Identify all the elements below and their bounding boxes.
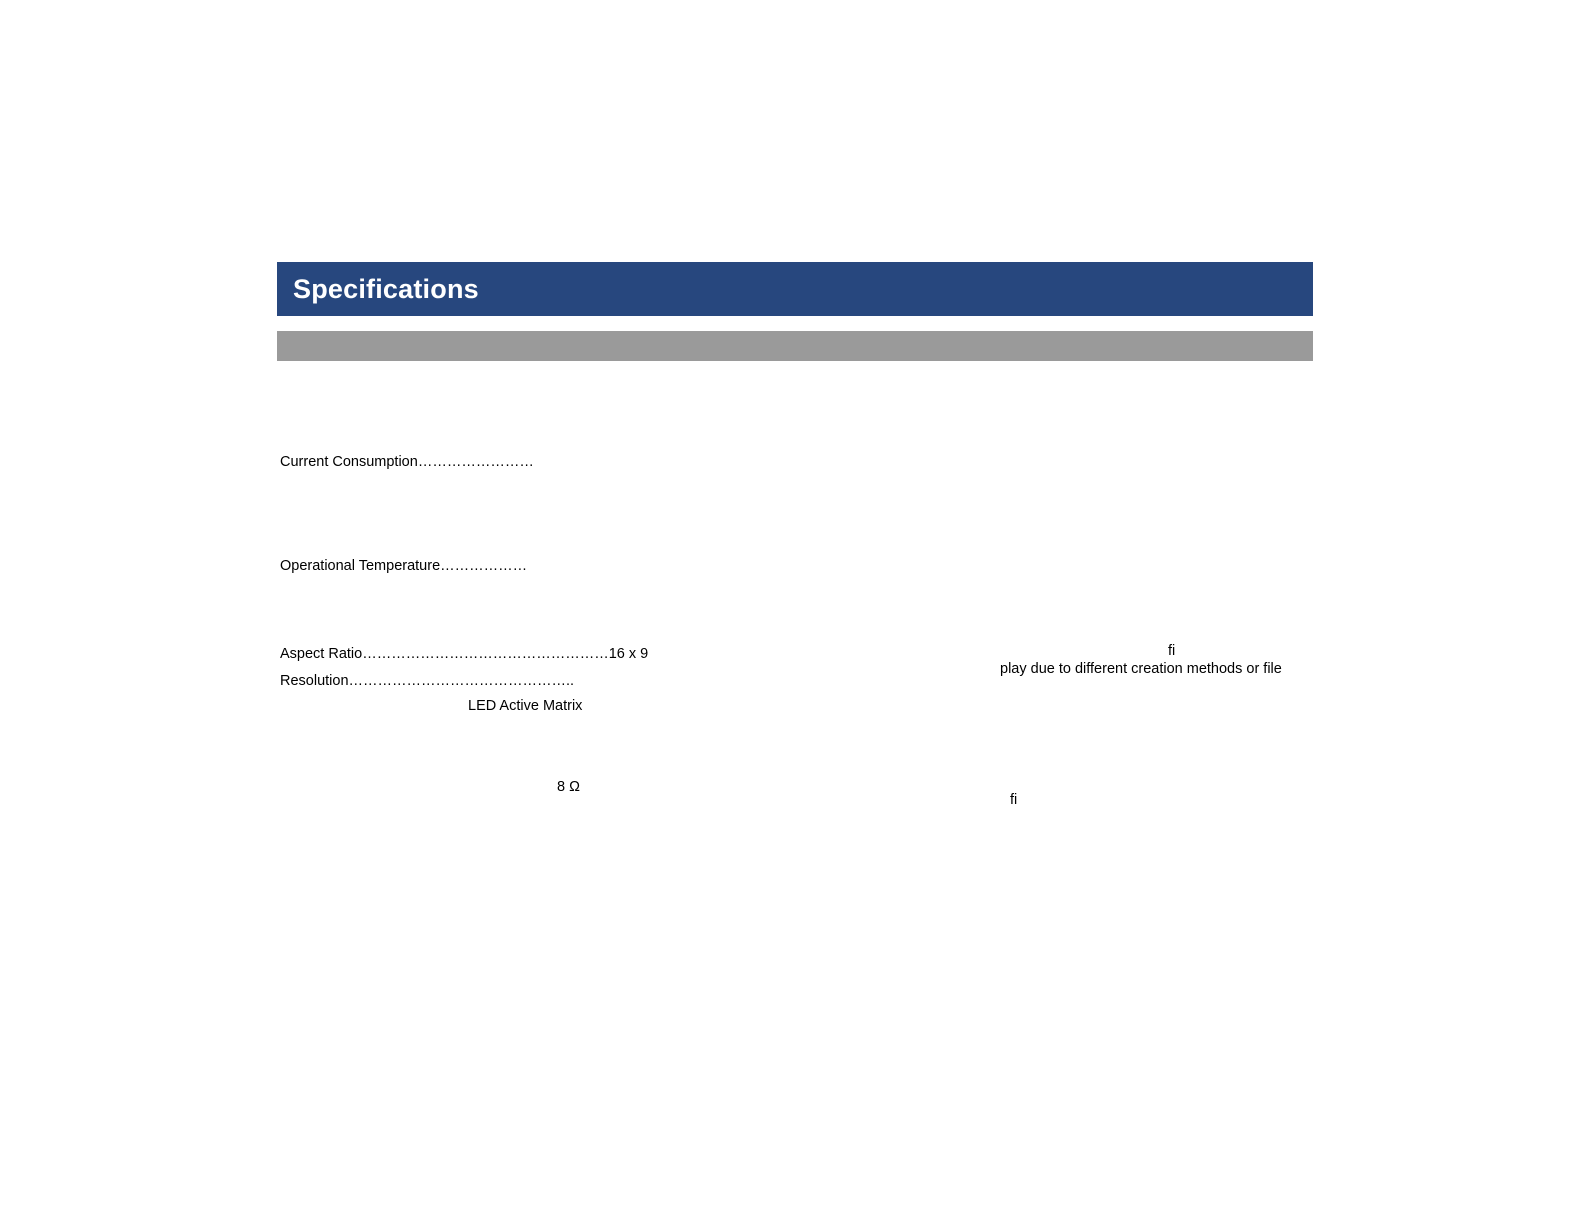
spec-resolution: Resolution……………………………………….. — [280, 673, 575, 689]
right-text-fragment-1: fi — [1168, 643, 1176, 659]
right-text-fragment-2: play due to different creation methods or file — [1000, 661, 1282, 677]
spec-impedance-value: 8 Ω — [557, 779, 580, 795]
spec-aspect-ratio: Aspect Ratio……………………………………………16 x 9 — [280, 646, 649, 662]
page-title: Specifications — [293, 273, 479, 304]
right-text-fragment-3: fi — [1010, 792, 1018, 808]
spec-current-consumption: Current Consumption…………………… — [280, 454, 534, 470]
spec-panel-type-value: LED Active Matrix — [468, 698, 583, 714]
spec-operational-temperature: Operational Temperature……………… — [280, 558, 528, 574]
specifications-title-bar — [277, 262, 1313, 316]
subtitle-bar — [277, 331, 1313, 361]
